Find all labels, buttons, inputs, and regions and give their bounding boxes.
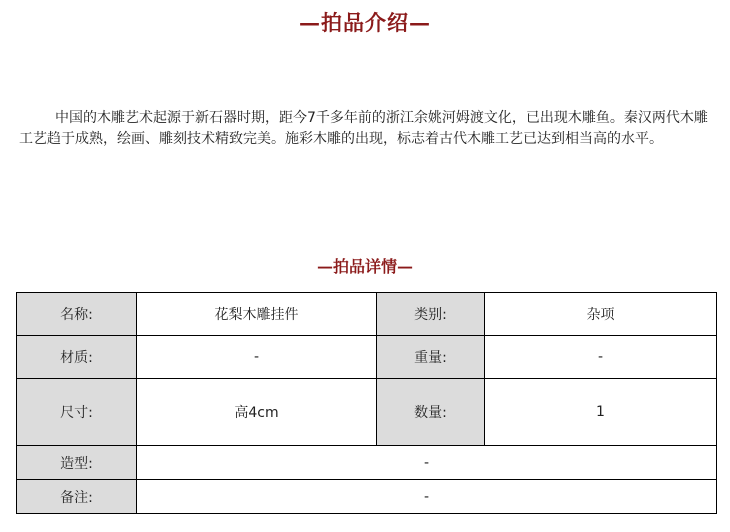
- notes-label: 备注:: [17, 480, 137, 514]
- intro-section-title: —拍品介绍—: [299, 10, 431, 35]
- name-value: 花梨木雕挂件: [137, 293, 377, 336]
- table-row-size: [17, 379, 717, 446]
- shape-value: -: [137, 446, 717, 480]
- details-section-title: —拍品详情—: [316, 257, 413, 276]
- table-row-name: [17, 293, 717, 336]
- intro-paragraph: 中国的木雕艺术起源于新石器时期，距今7千多年前的浙江余姚河姆渡文化，已出现木雕鱼。秦汉两代木雕工艺趋于成熟，绘画、雕刻技术精致完美。施彩木雕的出现，标志着古代木雕工艺已达到相当高的水平。: [19, 110, 708, 147]
- details-table: [16, 292, 717, 514]
- material-value: -: [137, 336, 377, 379]
- weight-value: -: [485, 336, 717, 379]
- weight-label: 重量:: [377, 336, 485, 379]
- name-label: 名称:: [17, 293, 137, 336]
- quantity-label: 数量:: [377, 379, 485, 446]
- quantity-value: 1: [485, 379, 717, 446]
- category-value: 杂项: [485, 293, 717, 336]
- table-row-shape: [17, 446, 717, 480]
- notes-value: -: [137, 480, 717, 514]
- size-label: 尺寸:: [17, 379, 137, 446]
- category-label: 类别:: [377, 293, 485, 336]
- table-row-material: [17, 336, 717, 379]
- shape-label: 造型:: [17, 446, 137, 480]
- material-label: 材质:: [17, 336, 137, 379]
- table-row-notes: [17, 480, 717, 514]
- size-value: 高4cm: [137, 379, 377, 446]
